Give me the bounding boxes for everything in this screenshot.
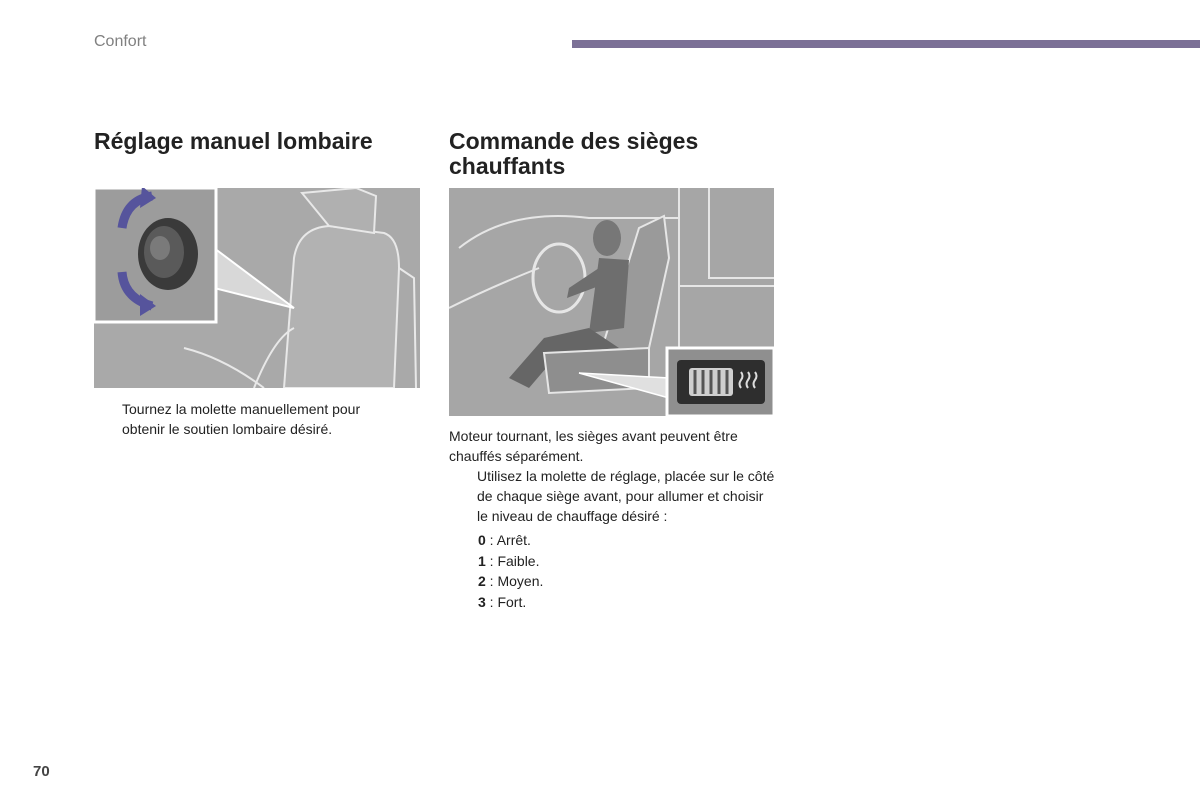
lumbar-title: Réglage manuel lombaire — [94, 128, 373, 154]
heated-seats-intro: Moteur tournant, les sièges avant peuvent être chauffés séparément. — [449, 428, 738, 464]
heated-seats-title: Commande des sièges chauffants — [449, 128, 699, 179]
lumbar-instruction — [122, 399, 402, 439]
heat-level-item: 2 : Moyen. — [478, 573, 544, 589]
lumbar-knob-illustration — [94, 188, 420, 388]
heated-seat-illustration — [449, 188, 774, 416]
heat-level-item: 0 : Arrêt. — [478, 532, 531, 548]
lumbar-instruction-text: Tournez la molette manuellement pour obtenir le soutien lombaire désiré. — [122, 401, 361, 437]
heat-level-item: 3 : Fort. — [478, 593, 527, 610]
heat-levels-list — [478, 530, 543, 612]
page-number: 70 — [33, 763, 50, 780]
heated-seats-instruction — [477, 466, 777, 526]
header-accent-bar — [572, 40, 1200, 48]
section-label: Confort — [94, 33, 147, 50]
heated-seats-instruction-text: Utilisez la molette de réglage, placée sur le côté de chaque siège avant, pour allumer et choisir le niveau de chauffage désiré : — [477, 468, 775, 524]
heat-level-item: 1 : Faible. — [478, 552, 540, 569]
